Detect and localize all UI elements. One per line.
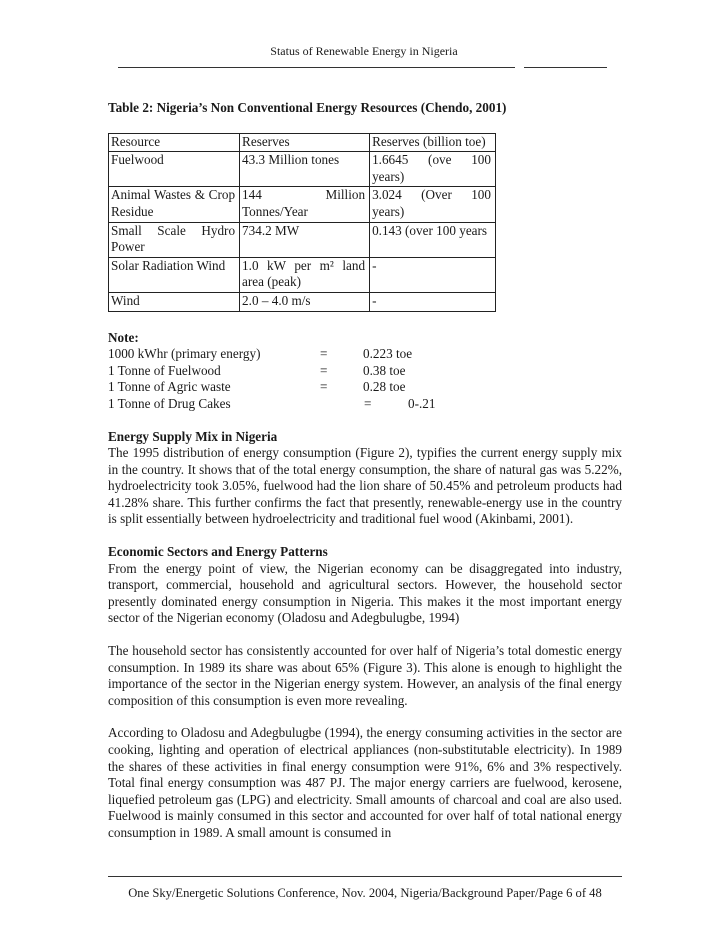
table-row — [109, 257, 496, 292]
conversion-label: 1 Tonne of Drug Cakes — [108, 395, 231, 411]
conversion-list — [108, 346, 622, 412]
table-cell: Fuelwood — [109, 152, 240, 187]
conversion-row — [108, 396, 622, 413]
footer-rule — [108, 876, 622, 877]
table-cell: 43.3 Million tones — [240, 152, 370, 187]
note-heading: Note: — [108, 329, 139, 345]
table-cell: Small Scale Hydro Power — [109, 222, 240, 257]
table-cell: 3.024 (Over 100 years) — [370, 187, 496, 222]
table-cell: 2.0 – 4.0 m/s — [240, 292, 370, 311]
table-row — [109, 152, 496, 187]
table-cell: 0.143 (over 100 years — [370, 222, 496, 257]
table-header-row — [109, 133, 496, 152]
table-cell: Solar Radiation Wind — [109, 257, 240, 292]
conversion-label: 1000 kWhr (primary energy) — [108, 346, 261, 362]
conversion-equals: = — [364, 395, 372, 411]
table-title: Table 2: Nigeria’s Non Conventional Energy Resources (Chendo, 2001) — [108, 100, 507, 115]
conversion-value: 0.38 toe — [363, 362, 406, 378]
paragraph: From the energy point of view, the Nigerian economy can be disaggregated into industry, transport, commercial, household and agricultural sectors. However, the household sector presently dominated energy consumption in Nigeria. This makes it the most important energy sector of the Nigerian economy (Oladosu and Adegbulugbe, 1994) — [108, 560, 622, 626]
section-heading-economic-sectors: Economic Sectors and Energy Patterns — [108, 544, 328, 560]
conversion-row — [108, 379, 622, 396]
table-header-cell: Reserves — [240, 133, 370, 152]
conversion-value: 0.28 toe — [363, 379, 406, 395]
table-cell: - — [370, 257, 496, 292]
table-header-cell: Resource — [109, 133, 240, 152]
conversion-equals: = — [320, 379, 328, 395]
table-cell: 1.6645 (ove 100 years) — [370, 152, 496, 187]
conversion-equals: = — [320, 346, 328, 362]
running-header-title: Status of Renewable Energy in Nigeria — [270, 44, 458, 58]
conversion-label: 1 Tonne of Agric waste — [108, 379, 231, 395]
table-row — [109, 222, 496, 257]
header-rule-right — [524, 67, 607, 68]
page-footer: One Sky/Energetic Solutions Conference, Nov. 2004, Nigeria/Background Paper/Page 6 of 48 — [128, 886, 602, 900]
paragraph: According to Oladosu and Adegbulugbe (1994), the energy consuming activities in the sector are cooking, lighting and operation of electrical appliances (non-substitutable electricity). In 1989 the shares of these activities in final energy consumption were 91%, 6% and 3% respectively. Total final energy consumption was 487 PJ. The major energy carriers are fuelwood, kerosene, liquefied petroleum gas (LPG) and electricity. Small amounts of charcoal and coal are also used. Fuelwood is mainly consumed in this sector and accounted for over half of total national energy consumption in 1989. A small amount is consumed in — [108, 725, 622, 840]
table-header-cell: Reserves (billion toe) — [370, 133, 496, 152]
conversion-label: 1 Tonne of Fuelwood — [108, 362, 221, 378]
conversion-value: 0-.21 — [408, 395, 436, 411]
conversion-equals: = — [320, 362, 328, 378]
paragraph: The 1995 distribution of energy consumption (Figure 2), typifies the current energy supply mix in the country. It shows that of the total energy consumption, the share of natural gas was 5.22%, hydroelectricity took 3.05%, fuelwood had the lion share of 50.45% and petroleum products had 41.28% share. This further confirms the fact that presently, renewable-energy use in the country is split essentially between hydroelectricity and traditional fuel wood (Akinbami, 2001). — [108, 445, 622, 527]
table-cell: Wind — [109, 292, 240, 311]
resources-table — [108, 133, 496, 312]
table-cell: 1.0 kW per m² land area (peak) — [240, 257, 370, 292]
header-rule-left — [118, 67, 515, 68]
table-cell: - — [370, 292, 496, 311]
conversion-row — [108, 363, 622, 380]
table-cell: 144 Million Tonnes/Year — [240, 187, 370, 222]
table-cell: 734.2 MW — [240, 222, 370, 257]
table-cell: Animal Wastes & Crop Residue — [109, 187, 240, 222]
conversion-value: 0.223 toe — [363, 346, 413, 362]
table-row — [109, 292, 496, 311]
table-row — [109, 187, 496, 222]
page-body — [108, 100, 622, 842]
conversion-row — [108, 346, 622, 363]
section-heading-energy-supply-mix: Energy Supply Mix in Nigeria — [108, 428, 278, 444]
paragraph: The household sector has consistently accounted for over half of Nigeria’s total domestic energy consumption. In 1989 its share was about 65% (Figure 3). This alone is enough to highlight the importance of the sector in the Nigerian energy system. However, an analysis of the final energy composition of this consumption is even more revealing. — [108, 643, 622, 708]
